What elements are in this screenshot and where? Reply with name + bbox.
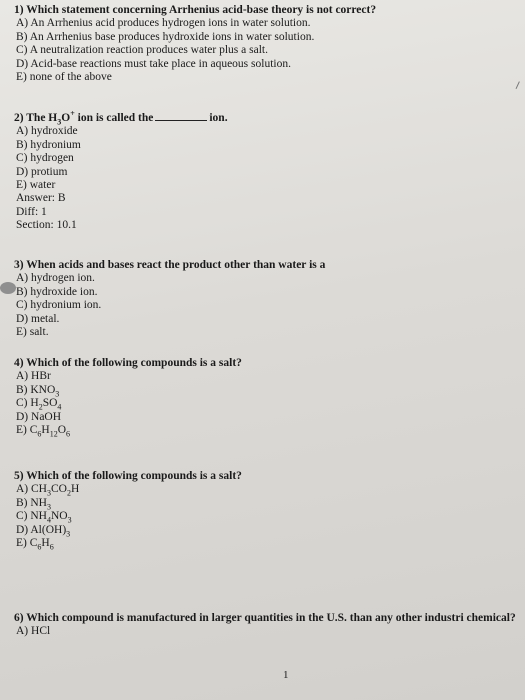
formula-text: A) HBr [16, 370, 51, 383]
question-4-option-d [14, 411, 519, 424]
formula-text: D) Al(OH) [16, 523, 67, 536]
formula-text: H [41, 424, 50, 437]
question-3-option-b: B) hydroxide ion. [16, 285, 98, 298]
subscript: 4 [57, 402, 62, 412]
question-2-answer: Answer: B [16, 192, 66, 205]
formula-text: NO [51, 510, 68, 523]
question-6 [14, 612, 525, 639]
question-3-option-d: D) metal. [16, 312, 60, 325]
subscript: 3 [55, 389, 60, 399]
subscript: 12 [49, 429, 58, 439]
question-2-difficulty: Diff: 1 [16, 205, 47, 218]
question-3 [14, 259, 519, 339]
subscript: 6 [49, 542, 54, 552]
formula-text: D) NaOH [16, 410, 62, 423]
stem-text: 2) The H [14, 112, 58, 124]
subscript: 6 [37, 429, 42, 439]
subscript: 2 [66, 488, 71, 498]
question-3-option-e: E) salt. [16, 326, 49, 339]
question-5 [14, 470, 519, 550]
subscript: 3 [67, 515, 72, 525]
bullet-marker [0, 282, 16, 294]
formula-text: C) NH [16, 510, 47, 523]
answer-blank [155, 111, 207, 121]
formula-text: E) C [16, 424, 38, 437]
superscript: + [70, 109, 75, 119]
question-4-option-b [14, 384, 519, 397]
question-1-option-e: E) none of the above [16, 71, 112, 84]
subscript: 2 [38, 402, 43, 412]
formula-text: CO [51, 483, 67, 496]
question-2-option-c: C) hydrogen [16, 152, 74, 165]
question-2-option-d: D) protium [16, 165, 68, 178]
question-6-option-a: A) HCl [16, 625, 51, 638]
question-1-option-c: C) A neutralization reaction produces water plus a salt. [16, 44, 268, 57]
question-3-stem: 3) When acids and bases react the product other than water is a [14, 259, 326, 271]
page-number: 1 [283, 669, 289, 681]
question-4-stem: 4) Which of the following compounds is a salt? [14, 357, 242, 369]
subscript: 4 [47, 515, 51, 525]
stem-text: ion. [209, 112, 228, 124]
question-4-option-e [14, 424, 519, 437]
question-2-option-b: B) hydronium [16, 138, 81, 151]
subscript: 6 [37, 542, 42, 552]
subscript: 3 [66, 528, 71, 538]
formula-text: H [70, 483, 80, 496]
question-2-section: Section: 10.1 [16, 219, 77, 232]
question-1 [14, 4, 519, 84]
stem-text: O [61, 112, 71, 124]
question-2-option-e: E) water [16, 179, 56, 192]
formula-text: C) H [16, 397, 39, 410]
question-5-option-d [14, 524, 519, 537]
formula-text: B) KNO [16, 383, 56, 396]
formula-text: E) C [16, 537, 38, 550]
question-4-option-c [14, 397, 519, 410]
subscript: 3 [47, 502, 51, 512]
question-1-stem: 1) Which statement concerning Arrhenius acid-base theory is not correct? [14, 4, 377, 16]
subscript: 6 [66, 429, 71, 439]
question-2-stem [14, 111, 519, 125]
formula-text: O [57, 424, 67, 437]
question-3-option-a: A) hydrogen ion. [16, 272, 95, 285]
formula-text: SO [42, 397, 58, 410]
question-6-stem: 6) Which compound is manufactured in larger quantities in the U.S. than any other industri chemical? [14, 612, 516, 624]
question-5-option-a [14, 483, 519, 496]
question-4-option-a [14, 370, 519, 383]
question-5-option-b [14, 497, 519, 510]
question-4 [14, 357, 519, 437]
stem-text: ion is called the [74, 112, 154, 124]
question-5-stem: 5) Which of the following compounds is a salt? [14, 470, 242, 482]
question-5-option-c [14, 510, 519, 523]
formula-text: H [41, 537, 50, 550]
question-1-option-a: A) An Arrhenius acid produces hydrogen ions in water solution. [16, 17, 311, 30]
question-1-option-b: B) An Arrhenius base produces hydroxide ions in water solution. [16, 30, 315, 43]
question-2-option-a: A) hydroxide [16, 125, 78, 138]
subscript: 3 [47, 488, 51, 498]
formula-text: A) CH [16, 483, 47, 496]
question-3-option-c: C) hydronium ion. [16, 299, 102, 312]
formula-text: B) NH [16, 496, 47, 509]
question-1-option-d: D) Acid-base reactions must take place in aqueous solution. [16, 57, 291, 70]
subscript: 3 [57, 117, 62, 127]
question-5-option-e [14, 537, 519, 550]
question-2 [14, 111, 519, 233]
